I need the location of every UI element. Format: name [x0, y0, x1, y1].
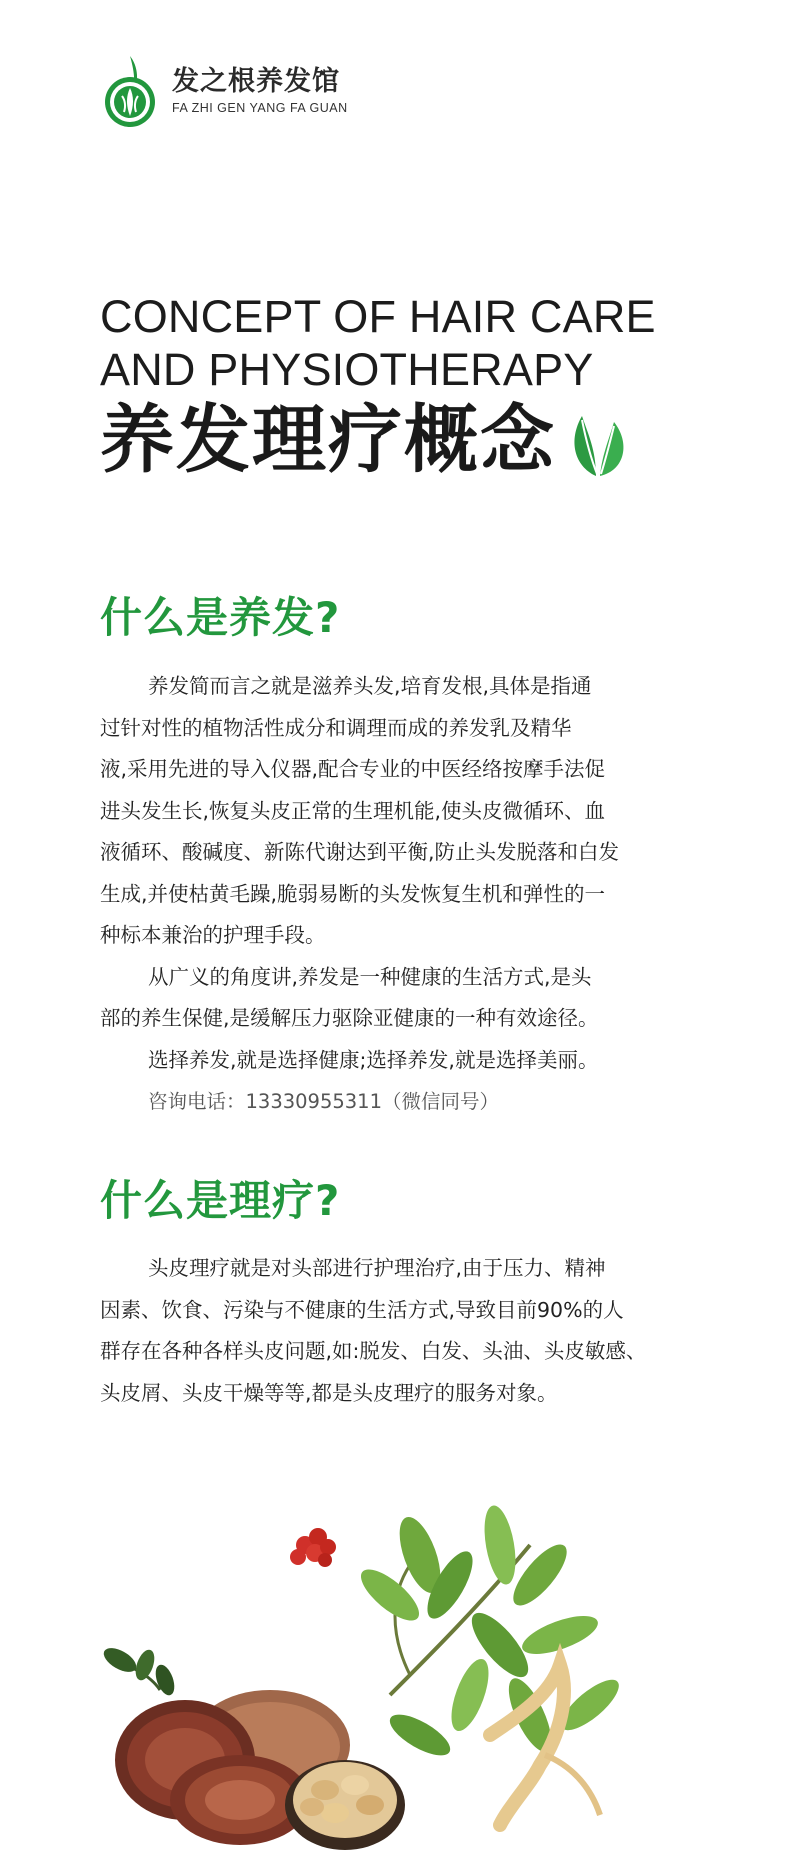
body-line: 种标本兼治的护理手段。 [100, 923, 326, 947]
body-line: 头皮屑、头皮干燥等等,都是头皮理疗的服务对象。 [100, 1380, 558, 1405]
section-body-hair-care [100, 666, 700, 1123]
concept-title-cn-row [100, 397, 630, 483]
leaf-icon [566, 400, 630, 480]
small-plant [100, 1643, 178, 1698]
brand-name-en: FA ZHI GEN YANG FA GUAN [172, 100, 348, 115]
body-line: 液,采用先进的导入仪器,配合专业的中医经络按摩手法促 [100, 757, 606, 781]
herbs-illustration [90, 1485, 710, 1855]
body-line: 部的养生保健,是缓解压力驱除亚健康的一种有效途径。 [100, 1006, 599, 1030]
red-berries [290, 1528, 336, 1567]
section-body-physiotherapy [100, 1248, 700, 1414]
concept-title-cn: 养发理疗概念 [100, 397, 556, 483]
contact-phone: 咨询电话：13330955311（微信同号） [148, 1090, 499, 1113]
body-line: 头皮理疗就是对头部进行护理治疗,由于压力、精神 [148, 1256, 606, 1280]
herb-leaves [353, 1503, 626, 1763]
concept-title-en-line2: AND PHYSIOTHERAPY [100, 344, 594, 395]
brand-logo-icon [100, 52, 160, 130]
body-line: 群存在各种各样头皮问题,如:脱发、白发、头油、头皮敏感、 [100, 1339, 647, 1363]
brand-logo [100, 52, 348, 130]
section-heading-hair-care: 什么是养发? [100, 593, 341, 642]
herb-slices-bowl [285, 1760, 405, 1850]
body-line: 养发简而言之就是滋养头发,培育发根,具体是指通 [148, 674, 592, 698]
body-line: 因素、饮食、污染与不健康的生活方式,导致目前90%的人 [100, 1297, 624, 1322]
ginseng-root [490, 1665, 600, 1825]
body-line: 选择养发,就是选择健康;选择养发,就是选择美丽。 [148, 1047, 599, 1072]
body-line: 液循环、酸碱度、新陈代谢达到平衡,防止头发脱落和白发 [100, 840, 620, 864]
body-line: 生成,并使枯黄毛躁,脆弱易断的头发恢复生机和弹性的一 [100, 881, 606, 906]
body-line: 进头发生长,恢复头皮正常的生理机能,使头皮微循环、血 [100, 798, 606, 823]
concept-title-en-line1: CONCEPT OF HAIR CARE [100, 291, 656, 342]
body-line: 过针对性的植物活性成分和调理而成的养发乳及精华 [100, 715, 572, 740]
body-line: 从广义的角度讲,养发是一种健康的生活方式,是头 [148, 964, 592, 989]
section-heading-physiotherapy: 什么是理疗? [100, 1176, 341, 1225]
brand-name-cn: 发之根养发馆 [172, 66, 340, 98]
concept-title-en [100, 290, 740, 396]
